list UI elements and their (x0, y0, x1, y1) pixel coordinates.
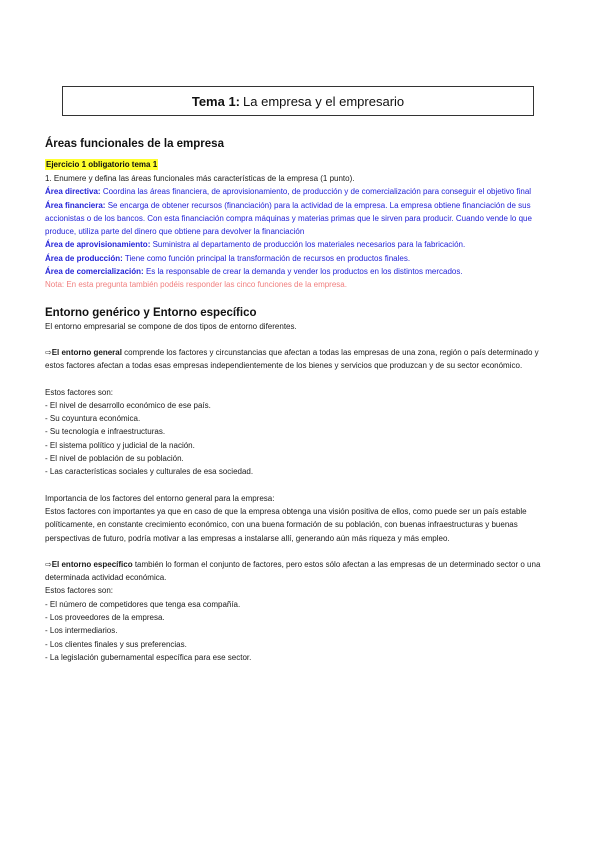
list-item: - El número de competidores que tenga esa compañía. (45, 598, 557, 611)
list-item: - Los clientes finales y sus preferencias. (45, 638, 557, 651)
area-term: Área directiva: (45, 187, 101, 197)
specific-environment-paragraph (45, 558, 557, 585)
list-item: - Los intermediarios. (45, 624, 557, 637)
specific-factors-list (45, 598, 557, 664)
exercise-label: Ejercicio 1 obligatorio tema 1 (46, 160, 158, 169)
document-title-box (62, 86, 534, 116)
list-item: - Su coyuntura económica. (45, 412, 557, 425)
area-directiva (45, 185, 557, 198)
area-term: Área de aprovisionamiento: (45, 240, 151, 250)
list-item: - Su tecnología e infraestructuras. (45, 425, 557, 438)
area-aprovisionamiento (45, 238, 557, 251)
area-def: Es la responsable de crear la demanda y vender los productos en los distintos mercados. (145, 267, 463, 277)
title-text: La empresa y el empresario (243, 93, 405, 109)
list-item: - La legislación gubernamental específica para ese sector. (45, 651, 557, 664)
exercise-question: 1. Enumere y defina las áreas funcionales más características de la empresa (1 punto). (45, 174, 355, 183)
area-produccion (45, 252, 557, 265)
section1-heading: Áreas funcionales de la empresa (45, 138, 224, 150)
section2-intro: El entorno empresarial se compone de dos tipos de entorno diferentes. (45, 321, 297, 331)
area-term: Área de producción: (45, 253, 123, 263)
arrow-right-icon: ⇨ (45, 559, 52, 569)
list-item: - Las características sociales y culturales de esa sociedad. (45, 465, 557, 478)
area-def: Tiene como función principal la transformación de recursos en productos finales. (124, 253, 411, 263)
list-item: - El sistema político y judicial de la nación. (45, 439, 557, 452)
area-def: Se encarga de obtener recursos (financiación) para la actividad de la empresa. La empresa obtiene financiación de sus accionistas o de los bancos. Con esta financiación compra máquinas y materias primas que le sirven para producir. Cuando vende lo que produce, utiliza parte del dinero que obtiene para devolver la financiación (45, 200, 532, 237)
list-item: - El nivel de población de su población. (45, 452, 557, 465)
list-item: - Los proveedores de la empresa. (45, 611, 557, 624)
area-financiera (45, 199, 557, 239)
specific-term: El entorno específico (51, 559, 133, 569)
document-body (45, 137, 557, 664)
title-bold: Tema 1: (191, 93, 241, 109)
general-factors-list (45, 399, 557, 479)
general-term: El entorno general (51, 347, 122, 357)
importance-text: Estos factores con importantes ya que en caso de que la empresa obtenga una visión positiva de ellos, como puede ser un país estable políticamente, en constante crecimiento económico, con una buena formación de su población, con buenas infraestructuras y buenas perspectivas de futuro, podría motivar a las empresas a instalarse allí, generando aún más riqueza y más empleo. (45, 506, 527, 543)
section1-note: Nota: En esta pregunta también podéis responder las cinco funciones de la empresa. (45, 280, 347, 290)
general-factors-intro: Estos factores son: (45, 387, 114, 397)
general-text: comprende los factores y circunstancias que afectan a todas las empresas de una zona, región o país determinado y estos factores afectan a todas esas empresas independientemente de los bienes y servicios que produzcan y de su sector económico. (45, 347, 539, 371)
area-comercializacion (45, 265, 557, 278)
specific-text: también lo forman el conjunto de factores, pero estos sólo afectan a las empresas de un determinado sector o una determinada actividad económica. (45, 559, 541, 583)
area-term: Área de comercialización: (45, 267, 144, 277)
importance-title: Importancia de los factores del entorno general para la empresa: (45, 493, 275, 503)
general-environment-paragraph (45, 346, 557, 373)
specific-factors-intro: Estos factores son: (45, 586, 114, 596)
arrow-right-icon: ⇨ (45, 347, 52, 357)
section2-heading: Entorno genérico y Entorno específico (45, 306, 257, 319)
area-def: Coordina las áreas financiera, de aprovisionamiento, de producción y de comercialización para conseguir el objetivo final (102, 187, 532, 197)
area-term: Área financiera: (45, 200, 106, 210)
area-def: Suministra al departamento de producción los materiales necesarios para la fabricación. (152, 240, 466, 250)
list-item: - El nivel de desarrollo económico de ese país. (45, 399, 557, 412)
